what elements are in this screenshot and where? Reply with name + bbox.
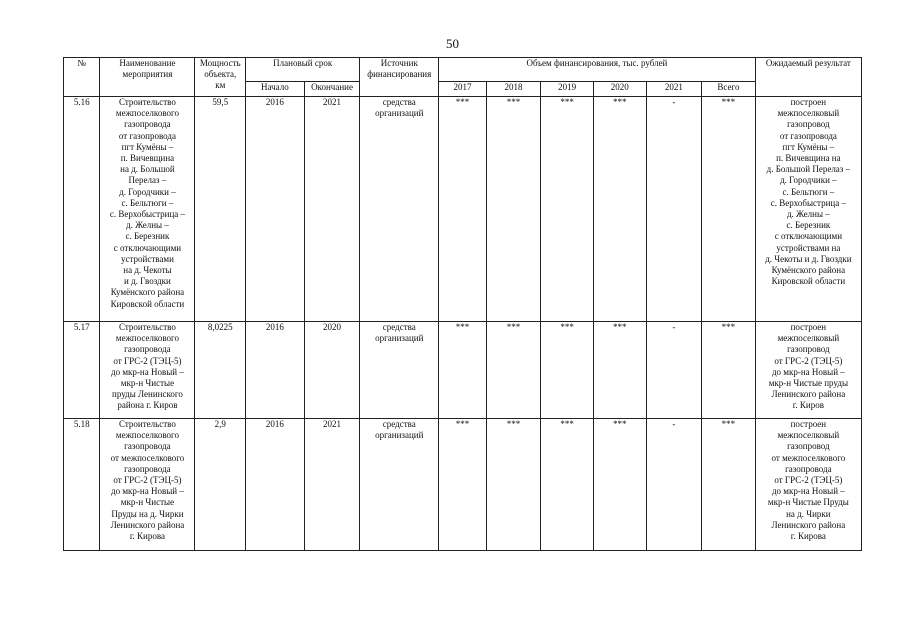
row-end: 2021 — [304, 419, 360, 551]
row-num: 5.16 — [64, 97, 100, 322]
row-value-total: *** — [702, 419, 756, 551]
header-year-2017: 2017 — [439, 82, 487, 97]
row-source: средства организаций — [360, 322, 439, 419]
table-row — [64, 97, 862, 322]
header-name: Наименование мероприятия — [100, 58, 195, 97]
header-year-2021: 2021 — [646, 82, 702, 97]
row-result: построен межпоселковый газопровод от газопровода пгт Кумёны – п. Вичевщина на д. Большой Перелаз – д. Городчики – с. Бельтюги – с. Верхобыстрица – д. Желны – с. Березник с отключающими устройствами на д. Чекоты и д. Гвоздки Кумёнского района Кировской области — [755, 97, 861, 322]
header-term-end: Окончание — [304, 82, 360, 97]
row-capacity: 59,5 — [195, 97, 246, 322]
row-start: 2016 — [246, 97, 305, 322]
row-capacity: 8,0225 — [195, 322, 246, 419]
row-num: 5.18 — [64, 419, 100, 551]
table-row — [64, 419, 862, 551]
row-value-2019: *** — [541, 97, 594, 322]
row-start: 2016 — [246, 419, 305, 551]
row-value-2017: *** — [439, 97, 487, 322]
row-value-total: *** — [702, 97, 756, 322]
row-name: Строительство межпоселкового газопровода от газопровода пгт Кумёны – п. Вичевщина на д. Большой Перелаз – д. Городчики – с. Бельтюги – с. Верхобыстрица – д. Желны – с. Березник с отключающими устройствами на д. Чекоты и д. Гвоздки Кумёнского района Кировской области — [100, 97, 195, 322]
header-term: Плановый срок — [246, 58, 360, 82]
row-value-total: *** — [702, 322, 756, 419]
row-capacity: 2,9 — [195, 419, 246, 551]
row-source: средства организаций — [360, 97, 439, 322]
header-capacity: Мощность объекта, км — [195, 58, 246, 97]
row-value-2019: *** — [541, 419, 594, 551]
header-year-2018: 2018 — [486, 82, 541, 97]
row-name: Строительство межпоселкового газопровода от ГРС-2 (ТЭЦ-5) до мкр-на Новый – мкр-н Чистые пруды Ленинского района г. Киров — [100, 322, 195, 419]
funding-table — [63, 57, 862, 551]
row-value-2018: *** — [486, 97, 541, 322]
row-result: построен межпоселковый газопровод от ГРС-2 (ТЭЦ-5) до мкр-на Новый – мкр-н Чистые пруды Ленинского района г. Киров — [755, 322, 861, 419]
header-source: Источник финансирования — [360, 58, 439, 97]
header-total: Всего — [702, 82, 756, 97]
row-value-2018: *** — [486, 322, 541, 419]
header-funding: Объем финансирования, тыс. рублей — [439, 58, 756, 82]
header-result: Ожидаемый результат — [755, 58, 861, 97]
row-start: 2016 — [246, 322, 305, 419]
row-end: 2021 — [304, 97, 360, 322]
header-year-2020: 2020 — [593, 82, 646, 97]
row-name: Строительство межпоселкового газопровода от межпоселкового газопровода от ГРС-2 (ТЭЦ-5) до мкр-на Новый – мкр-н Чистые Пруды на д. Чирки Ленинского района г. Кирова — [100, 419, 195, 551]
table-row — [64, 322, 862, 419]
row-source: средства организаций — [360, 419, 439, 551]
row-value-2020: *** — [593, 322, 646, 419]
row-value-2020: *** — [593, 97, 646, 322]
row-value-2021: - — [646, 419, 702, 551]
page-number: 50 — [446, 36, 459, 51]
row-value-2020: *** — [593, 419, 646, 551]
row-result: построен межпоселковый газопровод от межпоселкового газопровода от ГРС-2 (ТЭЦ-5) до мкр-на Новый – мкр-н Чистые Пруды на д. Чирки Ленинского района г. Кирова — [755, 419, 861, 551]
row-end: 2020 — [304, 322, 360, 419]
row-value-2021: - — [646, 322, 702, 419]
row-value-2017: *** — [439, 419, 487, 551]
row-value-2019: *** — [541, 322, 594, 419]
header-term-start: Начало — [246, 82, 305, 97]
header-num: № — [64, 58, 100, 97]
header-year-2019: 2019 — [541, 82, 594, 97]
row-num: 5.17 — [64, 322, 100, 419]
row-value-2021: - — [646, 97, 702, 322]
row-value-2018: *** — [486, 419, 541, 551]
row-value-2017: *** — [439, 322, 487, 419]
